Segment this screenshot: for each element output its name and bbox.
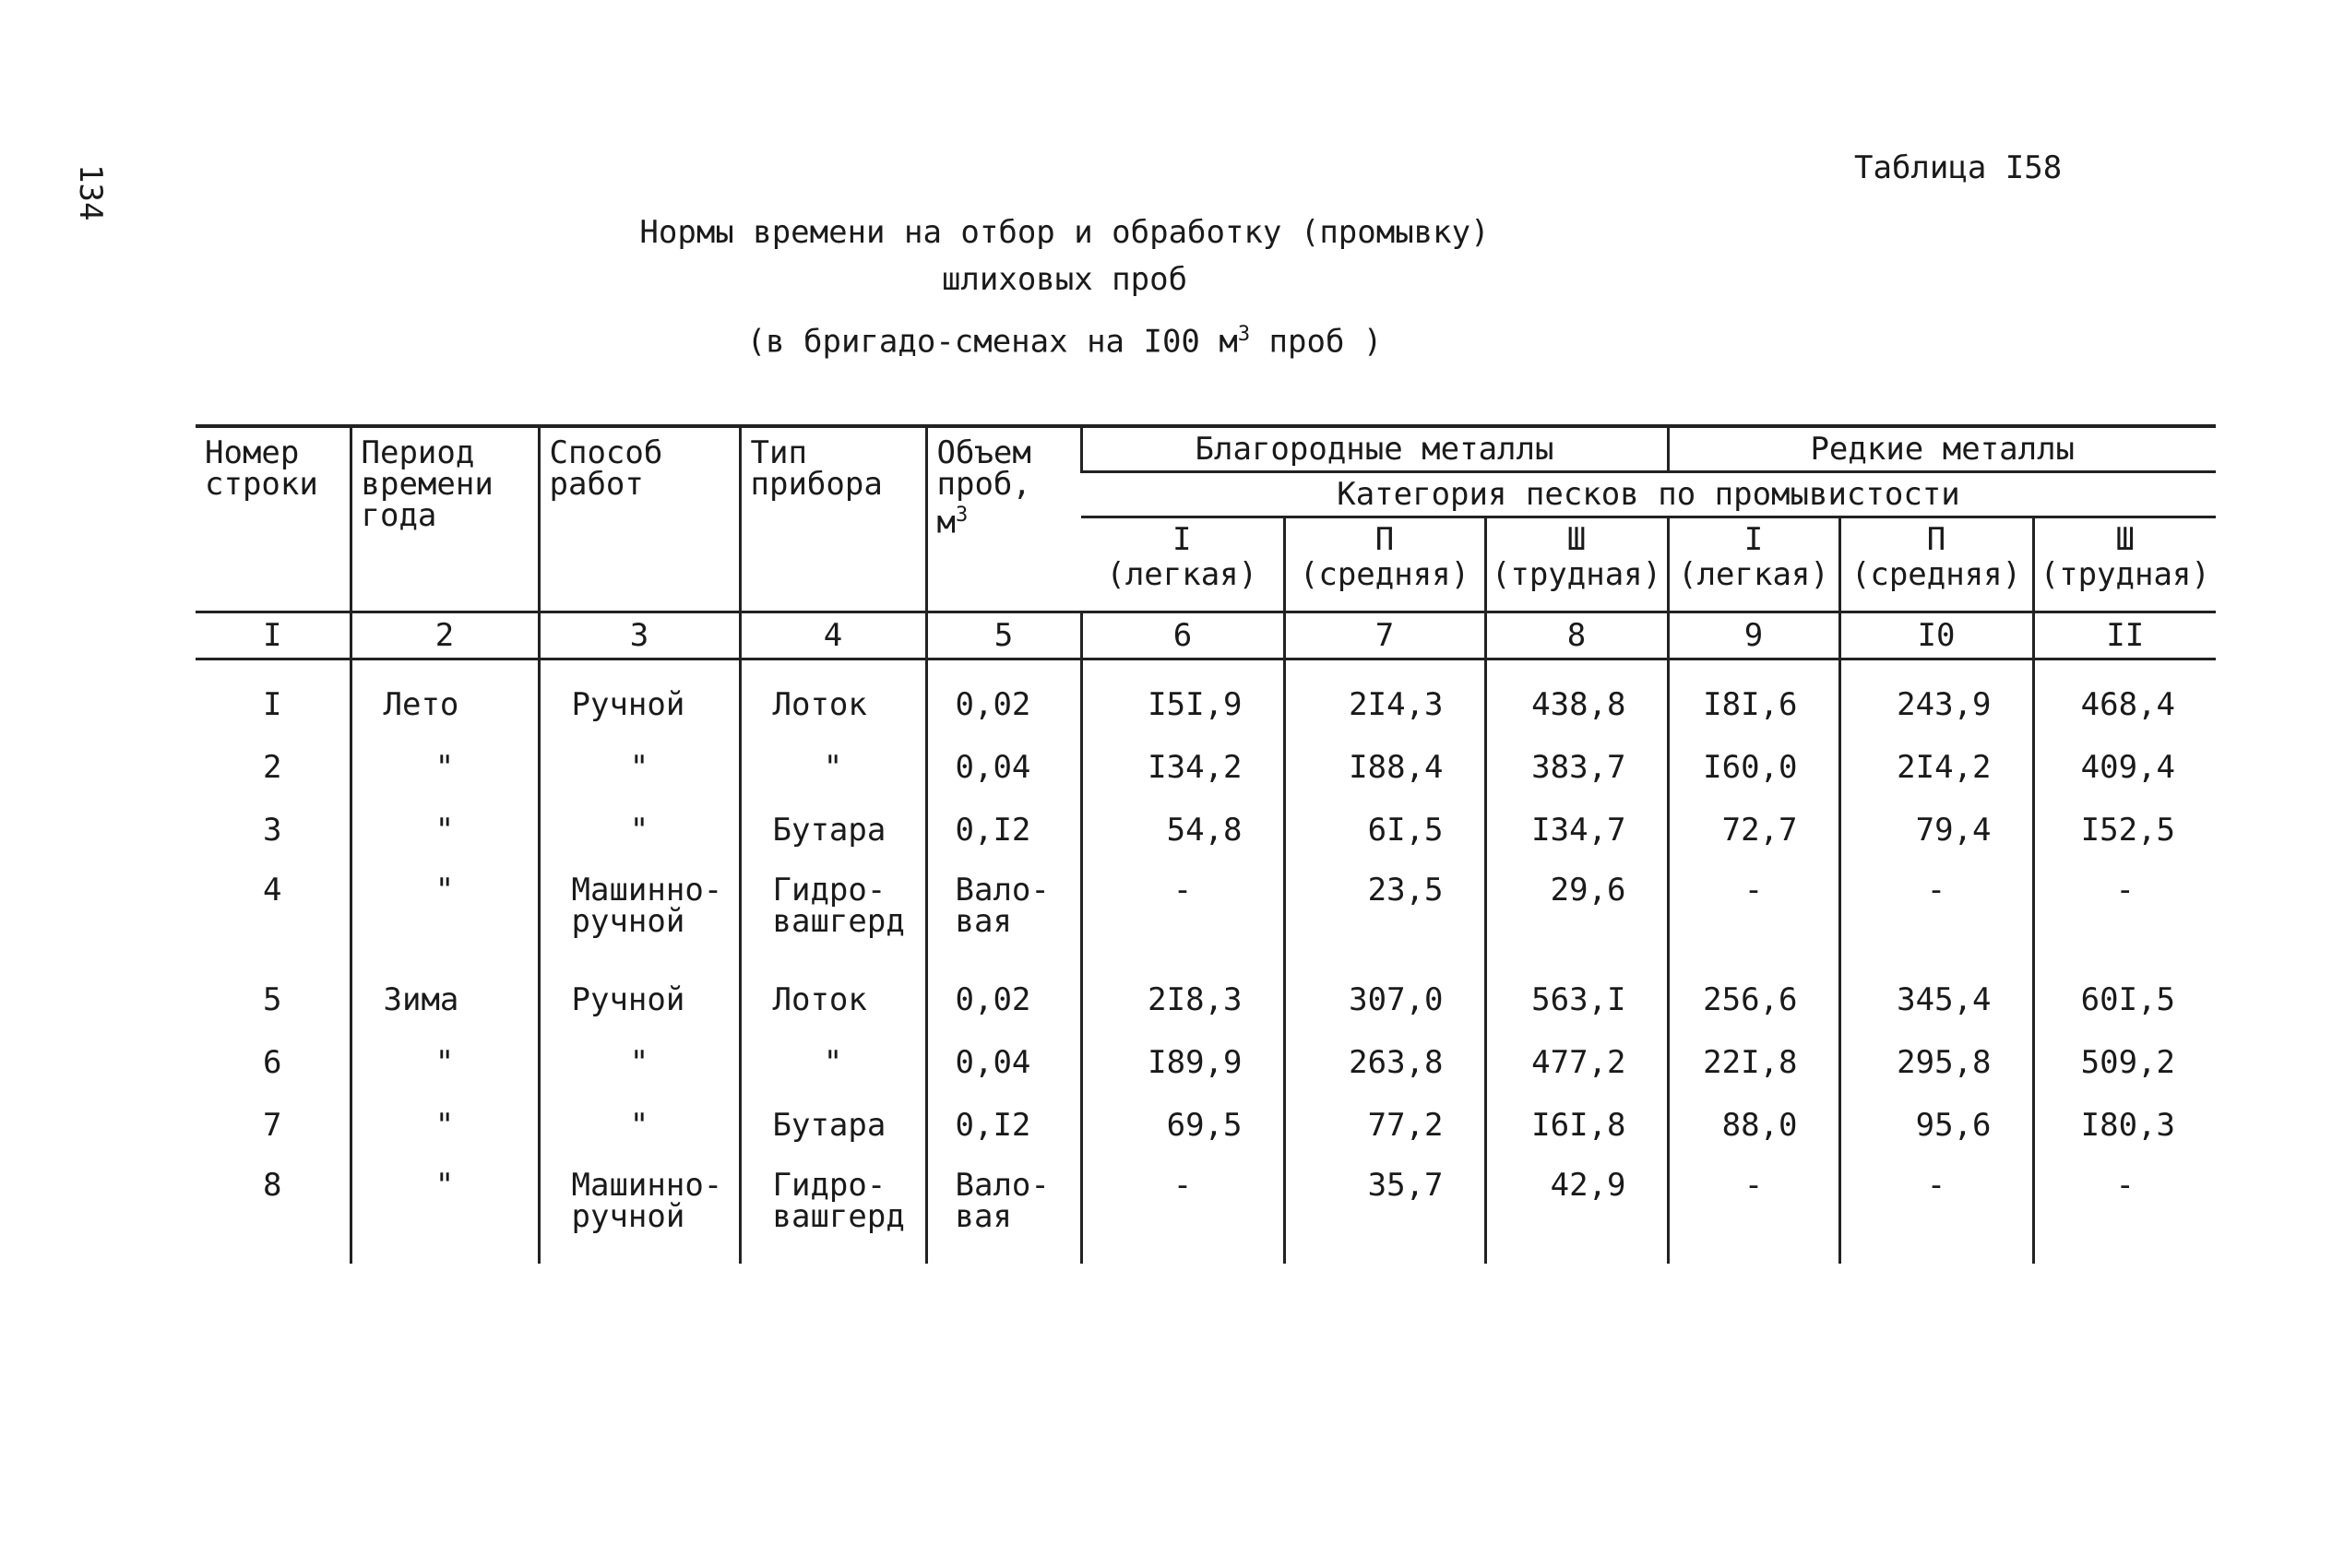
- table-cell: 263,8: [1284, 1031, 1485, 1094]
- table-cell: Машинно- ручной: [539, 861, 740, 968]
- table-cell: 563,I: [1485, 968, 1668, 1031]
- table-cell: Зима: [351, 968, 539, 1031]
- table-cell: 95,6: [1839, 1094, 2033, 1157]
- table-row: [196, 799, 2216, 861]
- table-cell: 60I,5: [2033, 968, 2216, 1031]
- header-device: Тип прибора: [740, 426, 926, 612]
- table-cell: 29,6: [1485, 861, 1668, 968]
- table-cell: 0,02: [926, 659, 1081, 737]
- table-cell: -: [1081, 1157, 1284, 1264]
- table-cell: -: [1839, 1157, 2033, 1264]
- table-cell: 383,7: [1485, 736, 1668, 799]
- table-cell: 79,4: [1839, 799, 2033, 861]
- table-cell: Гидро- вашгерд: [740, 1157, 926, 1264]
- table-cell: ": [351, 861, 539, 968]
- table-cell: 54,8: [1081, 799, 1284, 861]
- table-cell: ": [539, 1031, 740, 1094]
- table-cell: I80,3: [2033, 1094, 2216, 1157]
- table-cell: -: [2033, 861, 2216, 968]
- table-row: [196, 968, 2216, 1031]
- table-row: [196, 861, 2216, 968]
- column-number: I: [196, 612, 351, 659]
- table-row: [196, 1157, 2216, 1264]
- table-cell: ": [351, 1094, 539, 1157]
- table-cell: ": [351, 1031, 539, 1094]
- table-cell: 77,2: [1284, 1094, 1485, 1157]
- table-cell: 3: [263, 812, 282, 849]
- table-title-line2: шлиховых проб: [941, 261, 1188, 298]
- table-cell: 438,8: [1485, 659, 1668, 737]
- column-number: 3: [539, 612, 740, 659]
- table-cell: Гидро- вашгерд: [740, 861, 926, 968]
- table-cell: 295,8: [1839, 1031, 2033, 1094]
- table-cell: 243,9: [1839, 659, 2033, 737]
- table-row: [196, 736, 2216, 799]
- norms-table: [196, 424, 2216, 1264]
- table-cell: -: [2033, 1157, 2216, 1264]
- column-number: 6: [1081, 612, 1284, 659]
- table-cell: 6I,5: [1284, 799, 1485, 861]
- table-cell: ": [351, 736, 539, 799]
- header-category-6: Ш (трудная): [2033, 517, 2216, 612]
- table-cell: I60,0: [1668, 736, 1839, 799]
- table-cell: 69,5: [1081, 1094, 1284, 1157]
- page-number: 134: [72, 164, 109, 221]
- table-cell: I5I,9: [1081, 659, 1284, 737]
- table-title-units: (в бригадо-сменах на I00 $м^3$ проб ): [746, 323, 1383, 361]
- table-cell: I34,7: [1485, 799, 1668, 861]
- column-number: 4: [740, 612, 926, 659]
- table-cell: I6I,8: [1485, 1094, 1668, 1157]
- header-row-no: Номер строки: [196, 426, 351, 612]
- header-method: Способ работ: [539, 426, 740, 612]
- header-volume: Объем проб, $м^3$: [926, 426, 1081, 612]
- table-cell: 2I4,2: [1839, 736, 2033, 799]
- table-cell: 345,4: [1839, 968, 2033, 1031]
- table-cell: 0,02: [926, 968, 1081, 1031]
- table-cell: 0,04: [926, 1031, 1081, 1094]
- column-number: 7: [1284, 612, 1485, 659]
- table-cell: ": [351, 1157, 539, 1264]
- table-cell: 409,4: [2033, 736, 2216, 799]
- table-cell: 2I8,3: [1081, 968, 1284, 1031]
- table-cell: 4: [263, 872, 282, 909]
- column-number: 9: [1668, 612, 1839, 659]
- table-row: [196, 1031, 2216, 1094]
- table-cell: 7: [263, 1107, 282, 1144]
- table-cell: 468,4: [2033, 659, 2216, 737]
- table-cell: ": [539, 736, 740, 799]
- table-cell: -: [1839, 861, 2033, 968]
- header-noble-metals: Благородные металлы: [1081, 426, 1668, 472]
- table-cell: 72,7: [1668, 799, 1839, 861]
- column-number: 5: [926, 612, 1081, 659]
- table-cell: ": [351, 799, 539, 861]
- table-cell: 0,I2: [926, 1094, 1081, 1157]
- table-cell: 477,2: [1485, 1031, 1668, 1094]
- table-cell: Бутара: [740, 799, 926, 861]
- table-cell: Лето: [351, 659, 539, 737]
- table-cell: I88,4: [1284, 736, 1485, 799]
- table-cell: ": [740, 736, 926, 799]
- table-cell: 307,0: [1284, 968, 1485, 1031]
- table-cell: ": [740, 1031, 926, 1094]
- header-category-3: Ш (трудная): [1485, 517, 1668, 612]
- table-cell: Бутара: [740, 1094, 926, 1157]
- table-cell: 0,04: [926, 736, 1081, 799]
- table-cell: 509,2: [2033, 1031, 2216, 1094]
- table-cell: Вало- вая: [926, 861, 1081, 968]
- table-cell: -: [1668, 861, 1839, 968]
- table-cell: 42,9: [1485, 1157, 1668, 1264]
- table-cell: 2: [263, 749, 282, 786]
- table-cell: I: [263, 686, 282, 723]
- header-category: Категория песков по промывистости: [1081, 472, 2216, 517]
- column-number: I0: [1839, 612, 2033, 659]
- table-cell: I52,5: [2033, 799, 2216, 861]
- table-cell: ": [539, 799, 740, 861]
- table-cell: Ручной: [539, 968, 740, 1031]
- table-cell: ": [539, 1094, 740, 1157]
- header-period: Период времени года: [351, 426, 539, 612]
- table-cell: -: [1668, 1157, 1839, 1264]
- header-rare-metals: Редкие металлы: [1668, 426, 2216, 472]
- table-row: [196, 659, 2216, 737]
- table-cell: 8: [263, 1167, 282, 1204]
- table-label: Таблица I58: [1854, 149, 2063, 186]
- table-cell: Машинно- ручной: [539, 1157, 740, 1264]
- table-cell: 23,5: [1284, 861, 1485, 968]
- table-cell: 35,7: [1284, 1157, 1485, 1264]
- table-cell: I89,9: [1081, 1031, 1284, 1094]
- table-cell: 256,6: [1668, 968, 1839, 1031]
- column-number: 2: [351, 612, 539, 659]
- column-number: 8: [1485, 612, 1668, 659]
- table-cell: Лоток: [740, 968, 926, 1031]
- table-cell: I8I,6: [1668, 659, 1839, 737]
- table-cell: 6: [263, 1044, 282, 1081]
- table-title-line1: Нормы времени на отбор и обработку (промывку): [639, 214, 1490, 251]
- table-cell: 5: [263, 981, 282, 1018]
- table-cell: -: [1081, 861, 1284, 968]
- table-cell: Ручной: [539, 659, 740, 737]
- header-category-4: I (легкая): [1668, 517, 1839, 612]
- header-category-5: П (средняя): [1839, 517, 2033, 612]
- table-cell: 2I4,3: [1284, 659, 1485, 737]
- table-cell: Лоток: [740, 659, 926, 737]
- column-number: II: [2033, 612, 2216, 659]
- table-row: [196, 1094, 2216, 1157]
- table-cell: 88,0: [1668, 1094, 1839, 1157]
- header-category-2: П (средняя): [1284, 517, 1485, 612]
- table-cell: 0,I2: [926, 799, 1081, 861]
- column-number-row: [196, 612, 2216, 659]
- header-category-1: I (легкая): [1106, 521, 1258, 593]
- table-cell: Вало- вая: [926, 1157, 1081, 1264]
- table-cell: I34,2: [1081, 736, 1284, 799]
- table-cell: 22I,8: [1668, 1031, 1839, 1094]
